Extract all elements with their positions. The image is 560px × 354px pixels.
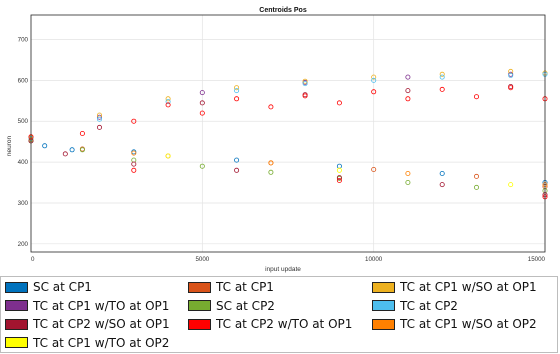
x-axis-label: input update [265,266,301,273]
legend-item [188,278,274,296]
y-tick-label: 300 [17,199,28,207]
legend-swatch [188,300,211,311]
legend-label: TC at CP1 w/SO at OP2 [400,317,537,331]
legend-swatch [188,282,211,293]
x-tick-label: 10000 [365,256,383,263]
x-tick-label: 15000 [527,256,545,263]
legend-swatch [372,282,395,293]
legend-item [5,278,92,296]
legend-label: TC at CP2 w/TO at OP1 [216,317,353,331]
legend-item [188,315,352,333]
y-axis-label: neuron [6,135,13,157]
legend-item [372,297,458,315]
legend-label: TC at CP2 [400,298,458,313]
legend-item [188,297,275,315]
legend [0,276,558,353]
legend-item [5,315,170,333]
y-tick-label: 400 [17,159,28,167]
legend-swatch [5,300,28,311]
y-tick-label: 600 [17,77,28,85]
legend-swatch [5,319,28,330]
legend-label: TC at CP1 w/SO at OP1 [400,280,537,294]
legend-label: SC at CP1 [33,280,92,294]
legend-label: TC at CP2 w/SO at OP1 [33,317,170,331]
plot-area [31,15,545,252]
legend-swatch [372,319,395,330]
legend-label: TC at CP1 [216,280,274,294]
legend-swatch [188,319,211,330]
legend-item [372,315,537,333]
legend-item [5,334,169,352]
legend-label: SC at CP2 [216,298,275,313]
legend-swatch [372,300,395,311]
y-tick-label: 700 [17,36,28,44]
x-tick-label: 0 [31,256,35,263]
legend-swatch [5,282,28,293]
legend-item [5,297,169,315]
legend-swatch [5,337,28,348]
y-tick-label: 200 [17,240,28,248]
legend-item [372,278,537,296]
legend-label: TC at CP1 w/TO at OP1 [33,298,170,313]
x-tick-label: 5000 [195,256,210,263]
y-tick-label: 500 [17,118,28,126]
legend-label: TC at CP1 w/TO at OP2 [33,335,170,350]
chart-title: Centroids Pos [259,7,307,14]
